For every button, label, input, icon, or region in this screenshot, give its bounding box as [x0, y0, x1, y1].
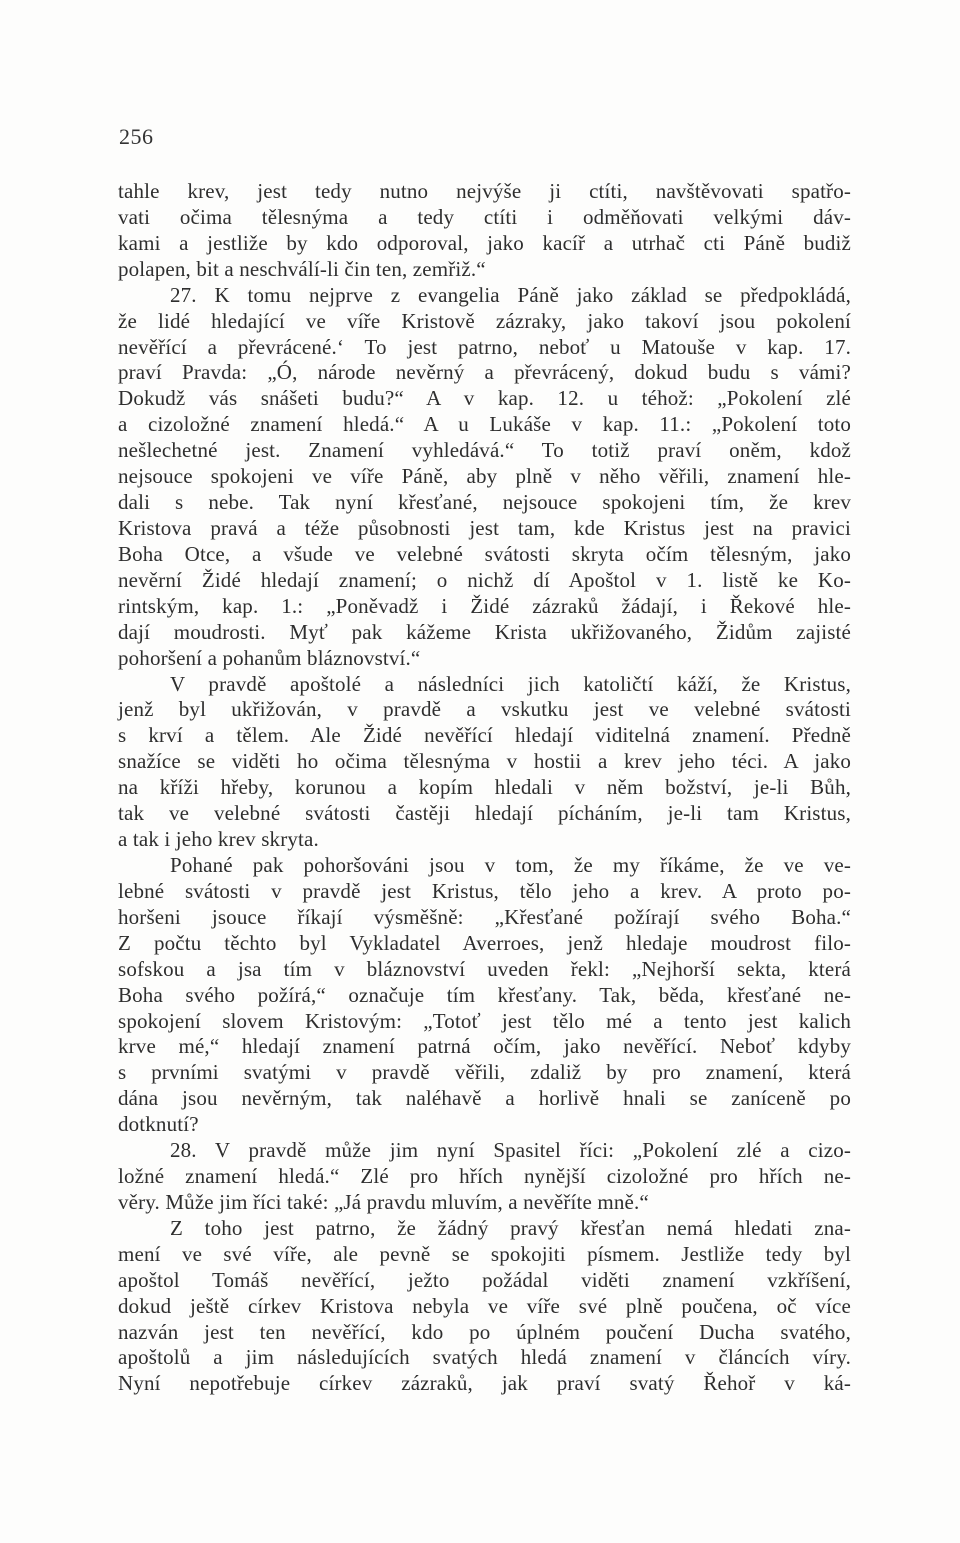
text-line: rintským, kap. 1.: „Poněvadž i Židé zázraků žádají, i Řekové hle-: [118, 593, 851, 618]
text-line: lebné svátosti v pravdě jest Kristus, tělo jeho a krev. A proto po-: [118, 878, 851, 903]
text-line: dána jsou nevěrným, tak naléhavě a horlivě hnali se zaníceně po: [118, 1086, 851, 1111]
text-line: apoštolů a jim následujících svatých hledá znamení v článcích víry.: [118, 1345, 851, 1370]
text-line: dají moudrosti. Myť pak kážeme Krista ukřižovaného, Židům zajisté: [118, 619, 851, 644]
text-line: pohoršení a pohanům bláznovství.“: [118, 645, 421, 670]
text-line: 28. V pravdě může jim nyní Spasitel říci: „Pokolení zlé a cizo-: [170, 1138, 851, 1163]
text-line: nejsouce spokojeni ve víře Páně, aby plně v něho věřili, znamení hle-: [118, 464, 851, 489]
text-line: Dokudž vás snášeti budu?“ A v kap. 12. u téhož: „Pokolení zlé: [118, 386, 851, 411]
text-line: apoštol Tomáš nevěřící, ježto požádal viděti znamení vzkříšení,: [118, 1267, 851, 1292]
text-line: nevěřící a převrácené.‘ To jest patrno, neboť u Matouše v kap. 17.: [118, 334, 851, 359]
text-line: dokud ještě církev Kristova nebyla ve víře své plně poučena, oč více: [118, 1293, 851, 1318]
text-line: s krví a tělem. Ale Židé nevěřící hledají viditelná znamení. Předně: [118, 723, 851, 748]
text-line: že lidé hledající ve víře Kristově zázraky, jako takoví jsou pokolení: [118, 308, 851, 333]
text-line: horšeni jsouce říkají výsměšně: „Křesťané požírají svého Boha.“: [118, 904, 851, 929]
paragraph-28: [118, 1138, 851, 1216]
text-line: Boha svého požírá,“ označuje tím křesťany. Tak, běda, křesťané ne-: [118, 982, 851, 1007]
text-line: tahle krev, jest tedy nutno nejvýše ji ctíti, navštěvovati spatřo-: [118, 179, 851, 203]
text-line: věry. Může jim říci také: „Já pravdu mluvím, a nevěříte mně.“: [118, 1189, 649, 1214]
text-line: ložné znamení hledá.“ Zlé pro hřích nynější cizoložné pro hřích ne-: [118, 1164, 851, 1189]
text-line: Nyní nepotřebuje církev zázraků, jak praví svatý Řehoř v ká-: [118, 1371, 851, 1396]
text-line: krve mé,“ hledají znamení patrná očím, jako nevěřící. Neboť kdyby: [118, 1034, 851, 1059]
paragraph-27: [118, 283, 851, 672]
text-line: a tak i jeho krev skryta.: [118, 827, 319, 852]
text-line: praví Pravda: „Ó, národe nevěrný a převrácený, dokud budu s vámi?: [118, 360, 851, 385]
paragraph: [118, 179, 851, 283]
text-line: Pohané pak pohoršováni jsou v tom, že my říkáme, že ve ve-: [170, 852, 851, 877]
text-line: na kříži hřeby, korunou a kopím hledali v něm božství, je-li Bůh,: [118, 775, 851, 800]
text-line: mení ve své víře, ale pevně se spokojiti písmem. Jestliže tedy byl: [118, 1241, 851, 1266]
text-line: kami a jestliže by kdo odporoval, jako kacíř a utrhač cti Páně budiž: [118, 230, 851, 255]
page-number: 256: [119, 124, 154, 149]
paragraph: [118, 853, 851, 1138]
text-line: Boha Otce, a všude ve velebné svátosti skryta očím tělesným, jako: [118, 541, 851, 566]
page-text: [118, 179, 851, 1397]
text-line: vati očima tělesnýma a tedy ctíti i odměňovati velkými dáv-: [118, 204, 851, 229]
text-line: snažíce se viděti ho očima tělesnýma v hostii a krev jeho téci. A jako: [118, 749, 851, 774]
text-line: polapen, bit a neschválí-li čin ten, zemřiž.“: [118, 256, 486, 281]
text-line: jenž byl ukřižován, v pravdě a vskutku jest ve velebné svátosti: [118, 697, 851, 722]
text-line: nazván jest ten nevěřící, kdo po úplném poučení Ducha svatého,: [118, 1319, 851, 1344]
text-line: tak ve velebné svátosti častěji hledají pícháním, je-li tam Kristus,: [118, 801, 851, 826]
text-line: s prvními svatými v pravdě věřili, zdaliž by pro znamení, která: [118, 1060, 851, 1085]
text-line: dali s nebe. Tak nyní křesťané, nejsouce spokojeni tím, že krev: [118, 490, 851, 515]
text-line: nešlechetné jest. Znamení vyhledává.“ To totiž praví oněm, kdož: [118, 438, 851, 463]
paragraph: [118, 1216, 851, 1397]
text-line: Z počtu těchto byl Vykladatel Averroes, jenž hledaje moudrost filo-: [118, 930, 851, 955]
text-line: Kristova pravá a téže působnosti jest tam, kde Kristus jest na pravici: [118, 515, 851, 540]
text-line: 27. K tomu nejprve z evangelia Páně jako základ se předpokládá,: [170, 282, 851, 307]
text-line: Z toho jest patrno, že žádný pravý křesťan nemá hledati zna-: [170, 1215, 851, 1240]
text-line: sofskou a jsa tím v bláznovství uveden řekl: „Nejhorší sekta, která: [118, 956, 851, 981]
text-line: spokojení slovem Kristovým: „Totoť jest tělo mé a tento jest kalich: [118, 1008, 851, 1033]
text-line: nevěrní Židé hledají znamení; o nichž dí Apoštol v 1. listě ke Ko-: [118, 567, 851, 592]
paragraph: [118, 672, 851, 853]
text-line: dotknutí?: [118, 1112, 199, 1137]
text-line: V pravdě apoštolé a následníci jich katoličtí káží, že Kristus,: [170, 671, 851, 696]
text-line: a cizoložné znamení hledá.“ A u Lukáše v kap. 11.: „Pokolení toto: [118, 412, 851, 437]
